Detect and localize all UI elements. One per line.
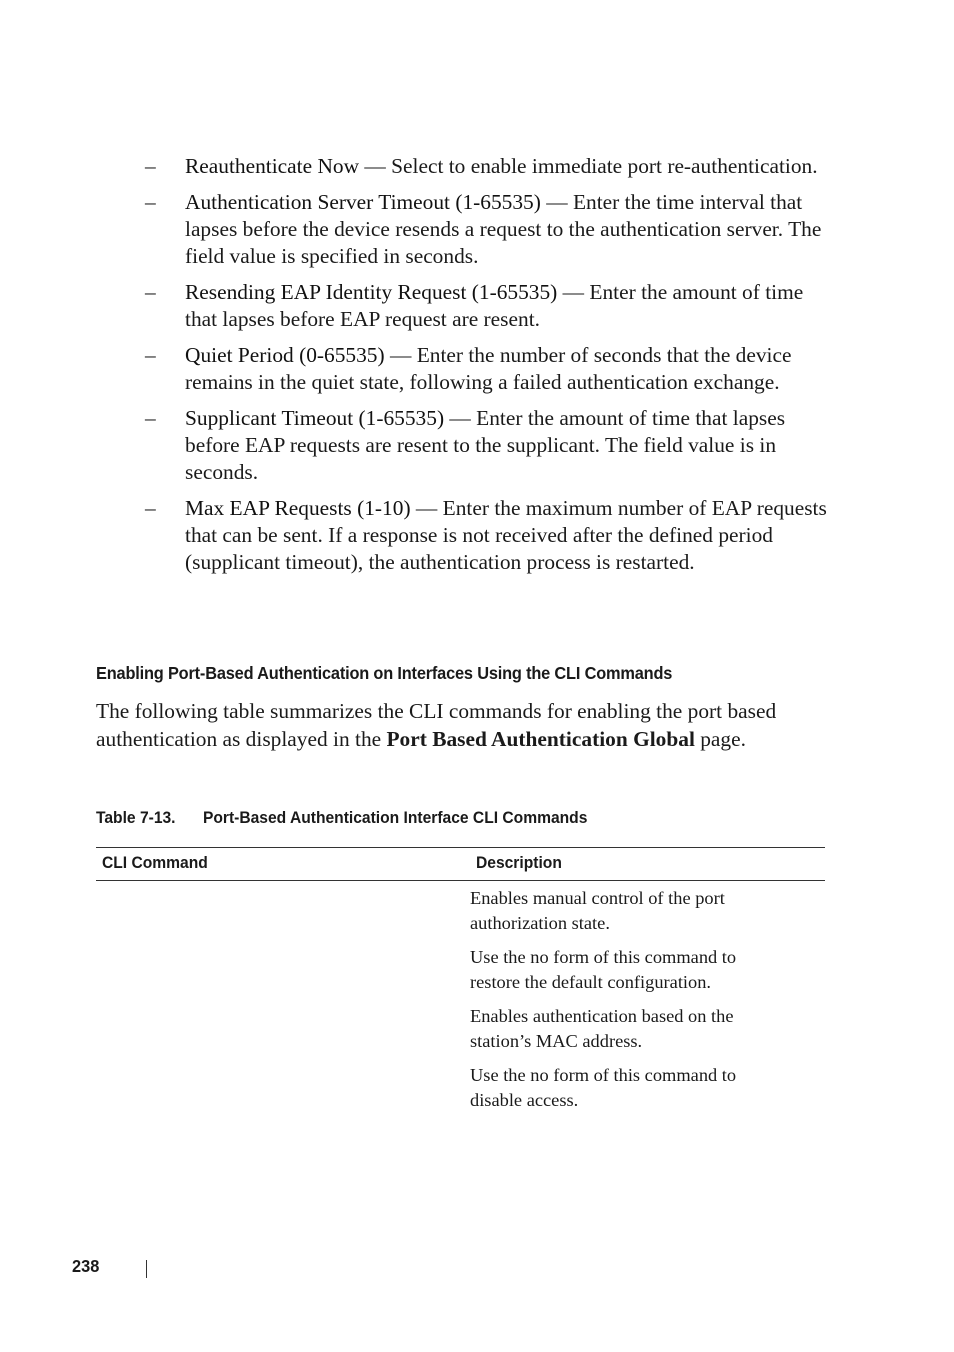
list-item <box>145 153 830 180</box>
desc-auth-server-timeout: — Enter the time interval that lapses before the device resends a request to the authentication server. The field value is specified in seconds. <box>185 190 822 268</box>
table-header-row <box>96 848 825 881</box>
page-number: 238 <box>72 1256 100 1276</box>
dash-marker: – <box>145 343 156 367</box>
description-text: Use the no form of this command to restore the default configuration. <box>470 947 737 992</box>
intro-page-name: Port Based Authentication Global <box>386 726 695 751</box>
list-item <box>145 279 830 333</box>
description-cell <box>470 881 825 1113</box>
cli-command-cell <box>96 881 470 1113</box>
table-caption <box>96 808 587 828</box>
column-header-cli-command: CLI Command <box>96 848 470 881</box>
desc-supplicant-timeout: — Enter the amount of time that lapses before EAP requests are resent to the supplicant. The field value is in seconds. <box>185 406 786 484</box>
description-text: Use the no form of this command to disable access. <box>470 1065 737 1110</box>
list-item <box>145 189 830 270</box>
dash-marker: – <box>145 154 156 178</box>
footer-divider <box>146 1260 147 1278</box>
term-resending-eap: Resending EAP Identity Request (1-65535) <box>185 280 558 304</box>
list-item <box>145 495 830 576</box>
section-heading: Enabling Port-Based Authentication on Interfaces Using the CLI Commands <box>96 663 673 683</box>
table-row <box>96 881 825 1113</box>
description-text: Enables authentication based on the station’s MAC address. <box>470 1006 734 1051</box>
intro-text-end: page. <box>694 726 746 751</box>
table-title: Port-Based Authentication Interface CLI Commands <box>202 808 588 827</box>
desc-reauthenticate-now: — Select to enable immediate port re-authentication. <box>359 154 818 178</box>
list-item <box>145 342 830 396</box>
term-supplicant-timeout: Supplicant Timeout (1-65535) <box>185 406 445 430</box>
term-reauthenticate-now: Reauthenticate Now <box>185 154 360 178</box>
term-quiet-period: Quiet Period (0-65535) <box>185 343 385 367</box>
term-auth-server-timeout: Authentication Server Timeout (1-65535) <box>185 190 541 214</box>
desc-quiet-period: — Enter the number of seconds that the device remains in the quiet state, following a failed authentication exchange. <box>185 343 792 394</box>
dash-marker: – <box>145 280 156 304</box>
dash-marker: – <box>145 496 156 520</box>
cli-commands-table <box>96 847 825 1112</box>
desc-resending-eap: — Enter the amount of time that lapses before EAP request are resent. <box>185 280 804 331</box>
dash-marker: – <box>145 406 156 430</box>
term-max-eap-requests: Max EAP Requests (1-10) <box>185 496 411 520</box>
list-item <box>145 405 830 486</box>
dash-marker: – <box>145 190 156 214</box>
table-number: Table 7-13. <box>96 808 176 827</box>
intro-text: The following table summarizes the CLI commands for enabling the port based authentication as displayed in the <box>96 699 777 751</box>
desc-max-eap-requests: — Enter the maximum number of EAP requests that can be sent. If a response is not received after the defined period (supplicant timeout), the authentication process is restarted. <box>185 496 827 574</box>
parameter-list <box>145 153 830 585</box>
description-text: Enables manual control of the port authorization state. <box>470 888 725 933</box>
column-header-description: Description <box>470 848 825 881</box>
intro-paragraph <box>96 698 821 753</box>
